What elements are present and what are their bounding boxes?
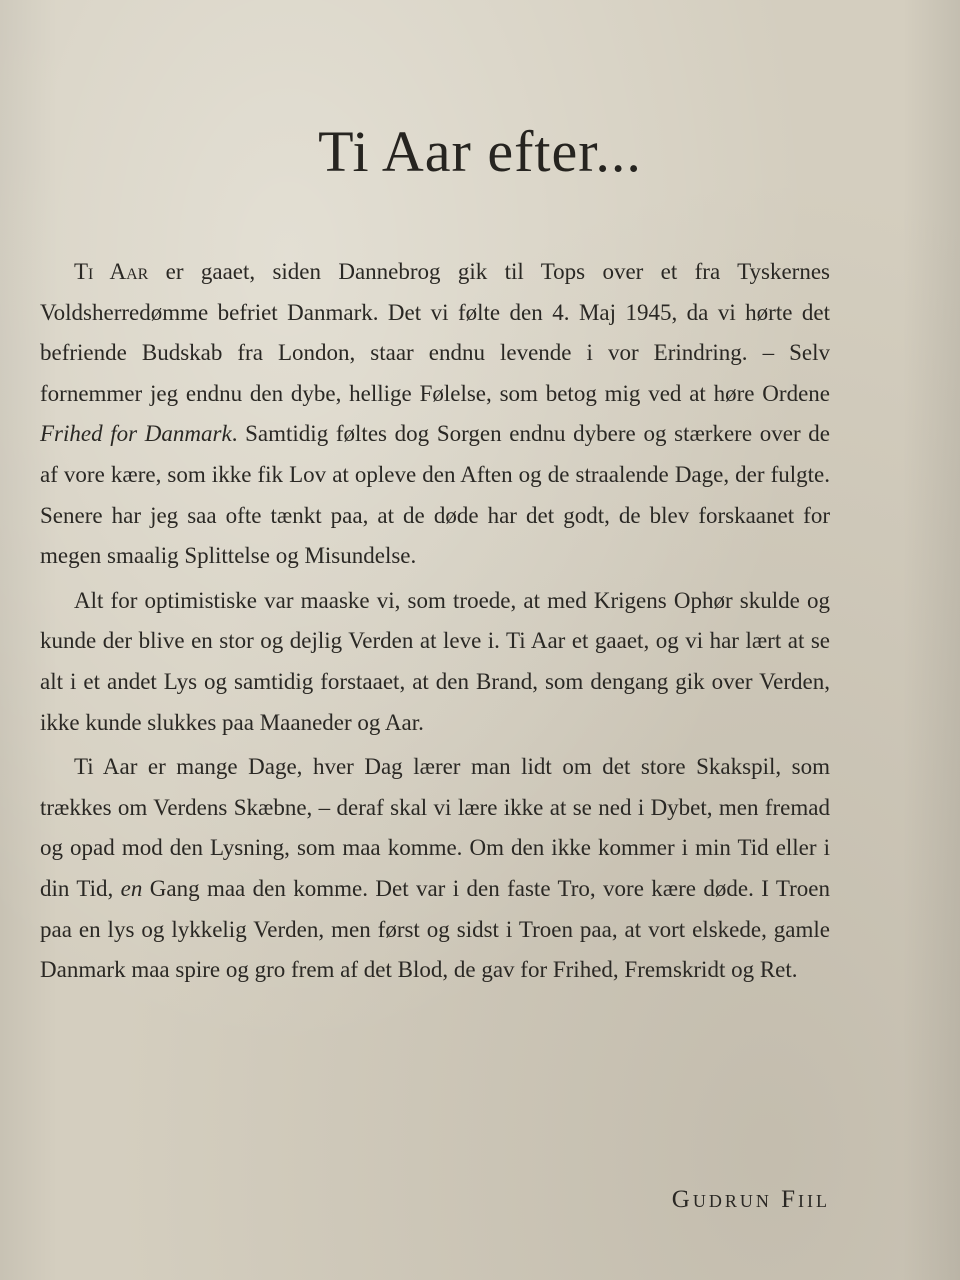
page-title: Ti Aar efter... (318, 119, 642, 184)
paragraph-text: . Samtidig føltes dog Sorgen endnu dybere og stærkere over de af vore kære, som ikke fik Lov at opleve den Aften og de straalende Dage, der fulgte. Senere har jeg saa ofte tænkt paa, at de døde har det godt, de blev forskaanet for megen smaalig Splittelse og Misundelse. (40, 421, 830, 569)
paragraph-1 (40, 252, 830, 577)
paragraph-text: Gang maa den komme. Det var i den faste Tro, vore kære døde. I Troen paa en lys og lykkelig Verden, men først og sidst i Troen paa, at vort elskede, gamle Danmark maa spire og gro frem af det Blod, de gav for Frihed, Fremskridt og Ret. (40, 875, 830, 983)
italic-word: en (120, 875, 143, 901)
italic-phrase: Frihed for Danmark (40, 421, 232, 447)
body-text (40, 252, 830, 991)
paragraph-2 (40, 581, 830, 743)
paragraph-lead-smallcaps: Ti Aar (74, 259, 149, 284)
paragraph-3 (40, 747, 830, 991)
author-signature: Gudrun Fiil (671, 1186, 830, 1213)
paragraph-text: er gaaet, siden Dannebrog gik til Tops over et fra Tyskernes Voldsherredømme befriet Danmark. Det vi følte den 4. Maj 1945, da vi hørte det befriende Budskab fra London, staar endnu levende i vor Erindring. – Selv fornemmer jeg endnu den dybe, hellige Følelse, som betog mig ved at høre Ordene (40, 259, 830, 406)
paragraph-text: Ti Aar er mange Dage, hver Dag lærer man lidt om det store Skakspil, som trækkes om Verdens Skæbne, – deraf skal vi lære ikke at se ned i Dybet, men fremad og opad mod den Lysning, som maa komme. Om den ikke kommer i min Tid eller i din Tid, (40, 754, 830, 901)
paragraph-text: Alt for optimistiske var maaske vi, som troede, at med Krigens Ophør skulde og kunde der blive en stor og dejlig Verden at leve i. Ti Aar et gaaet, og vi har lært at se alt i et andet Lys og samtidig forstaaet, at den Brand, som dengang gik over Verden, ikke kunde slukkes paa Maaneder og Aar. (40, 587, 830, 735)
